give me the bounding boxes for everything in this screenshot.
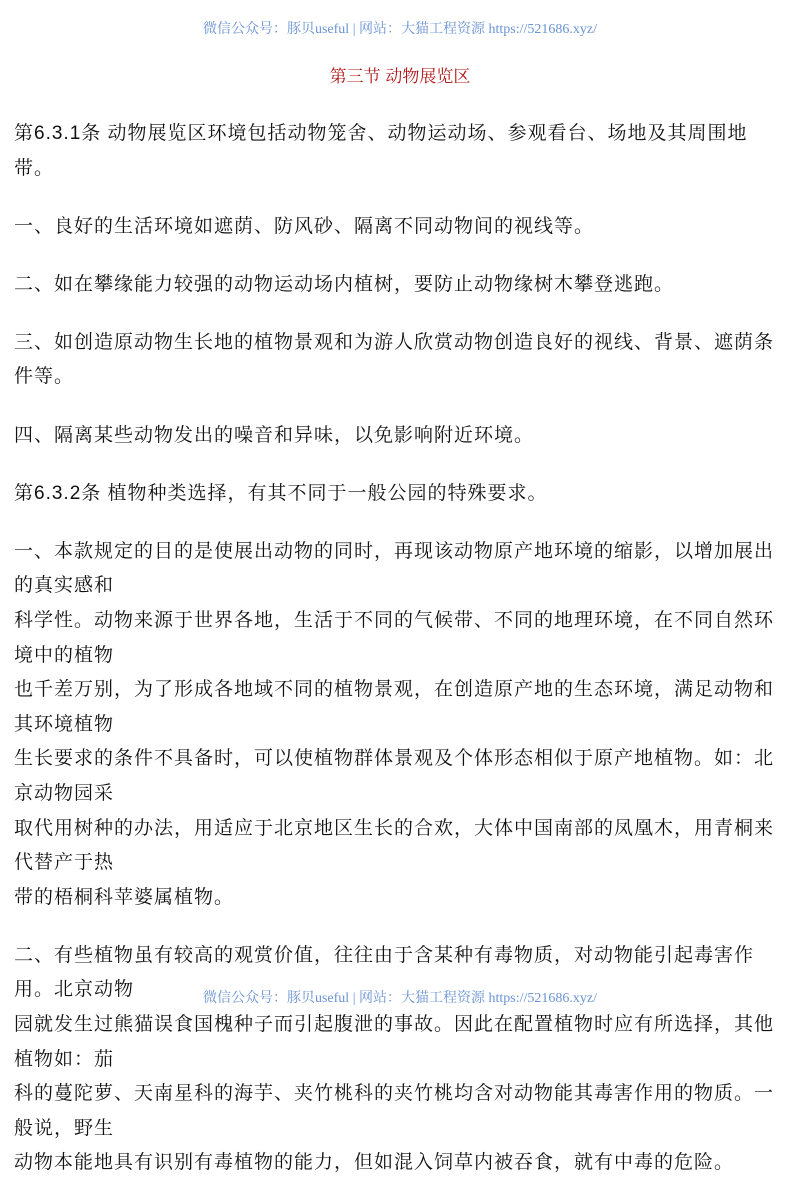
section-title: 第三节 动物展览区 <box>329 67 471 86</box>
text-line: 三、如创造原动物生长地的植物景观和为游人欣赏动物创造良好的视线、背景、遮荫条件等。 <box>14 331 775 388</box>
text-line: 一、本款规定的目的是使展出动物的同时，再现该动物原产地环境的缩影，以增加展出的真实感和 <box>14 540 775 597</box>
paragraph <box>14 210 786 245</box>
text-line: 带的梧桐科苹婆属植物。 <box>14 886 235 908</box>
text-line: 第6.3.2条 植物种类选择，有其不同于一般公园的特殊要求。 <box>14 482 548 504</box>
text-line: 二、有些植物虽有较高的观赏价值，往往由于含某种有毒物质，对动物能引起毒害作用。北京动物 <box>14 944 755 1001</box>
paragraph <box>14 268 786 303</box>
text-line: 四、隔离某些动物发出的噪音和异味，以免影响附近环境。 <box>14 424 535 446</box>
paragraph <box>14 535 786 916</box>
text-line: 生长要求的条件不具备时，可以使植物群体景观及个体形态相似于原产地植物。如：北京动物园采 <box>14 748 775 804</box>
text-line: 园就发生过熊猫误食国槐种子而引起腹泄的事故。因此在配置植物时应有所选择，其他植物如：茄 <box>14 1013 775 1070</box>
text-line: 也千差万别，为了形成各地域不同的植物景观，在创造原产地的生态环境，满足动物和其环境植物 <box>14 679 775 735</box>
text-line: 第6.3.1条 动物展览区环境包括动物笼舍、动物运动场、参观看台、场地及其周围地带。 <box>14 123 748 179</box>
paragraph <box>14 326 786 395</box>
text-line: 科的蔓陀萝、天南星科的海芋、夹竹桃科的夹竹桃均含对动物能其毒害作用的物质。一般说，野生 <box>14 1083 775 1139</box>
text-line: 二、如在攀缘能力较强的动物运动场内植树，要防止动物缘树木攀登逃跑。 <box>14 273 675 295</box>
paragraph <box>14 419 786 454</box>
text-line: 科学性。动物来源于世界各地，生活于不同的气候带、不同的地理环境，在不同自然环境中的植物 <box>14 609 775 666</box>
paragraph <box>14 477 786 512</box>
text-line: 取代用树种的办法，用适应于北京地区生长的合欢，大体中国南部的凤凰木，用青桐来代替产于热 <box>14 817 775 874</box>
paragraph <box>14 939 786 1181</box>
footer-watermark: 微信公众号：豚贝useful | 网站：大猫工程资源 https://521686.xyz/ <box>202 991 597 1006</box>
document-body <box>14 117 786 1204</box>
text-line: 动物本能地具有识别有毒植物的能力，但如混入饲草内被吞食，就有中毒的危险。 <box>14 1152 735 1174</box>
header-watermark: 微信公众号：豚贝useful | 网站：大猫工程资源 https://521686.xyz/ <box>202 22 597 37</box>
text-line: 一、良好的生活环境如遮荫、防风砂、隔离不同动物间的视线等。 <box>14 215 595 237</box>
paragraph <box>14 117 786 186</box>
